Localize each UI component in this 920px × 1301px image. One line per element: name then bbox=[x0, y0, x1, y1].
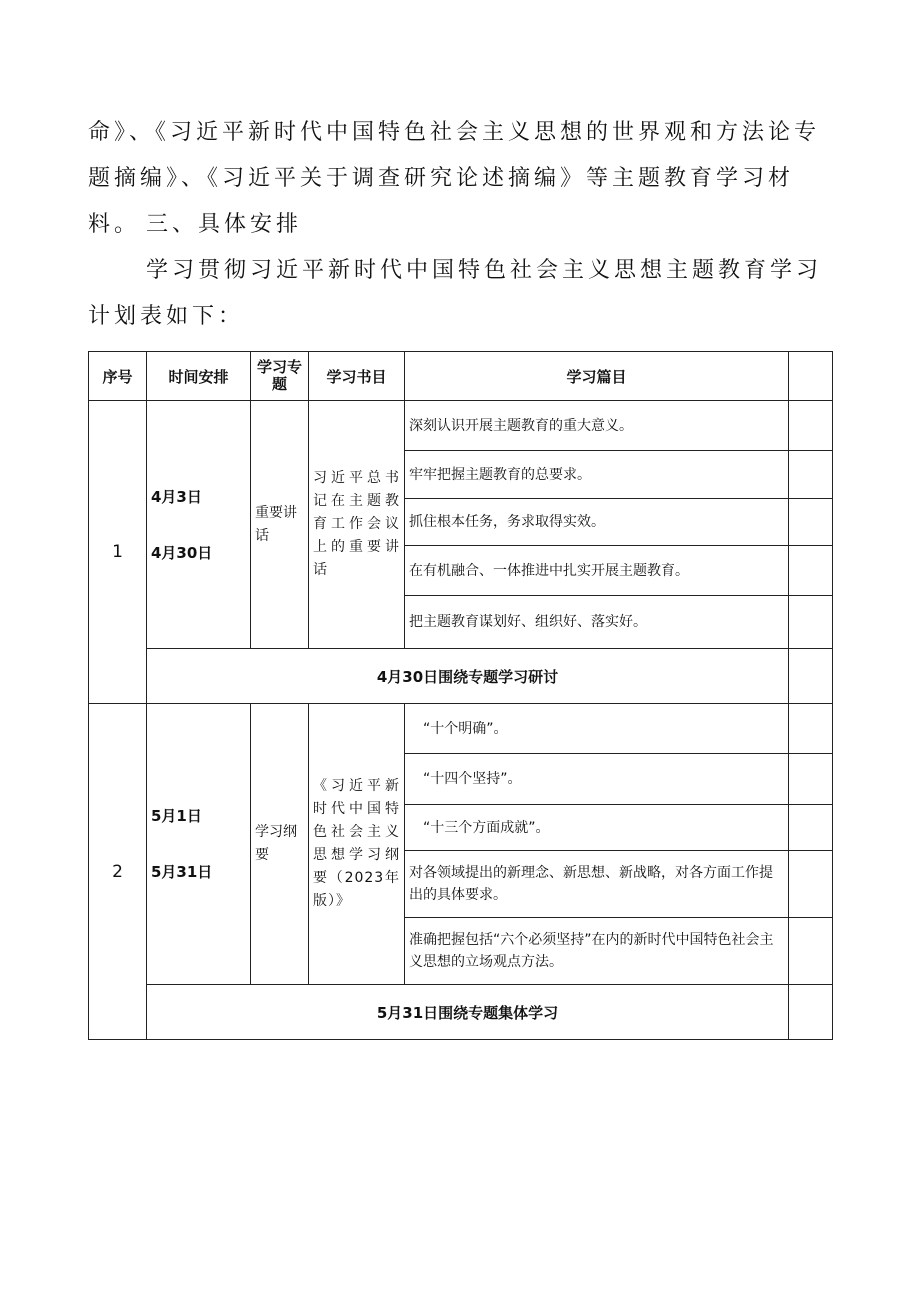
table-summary-row bbox=[89, 649, 833, 704]
article-cell: 对各领域提出的新理念、新思想、新战略，对各方面工作提出的具体要求。 bbox=[405, 851, 789, 918]
blank-cell bbox=[789, 596, 833, 649]
table-row bbox=[89, 401, 833, 451]
section-heading: 三、具体安排 bbox=[146, 212, 303, 237]
article-cell: “十个明确”。 bbox=[405, 704, 789, 754]
time-start: 5月1日 bbox=[151, 807, 202, 825]
header-articles: 学习篇目 bbox=[405, 352, 789, 401]
header-topic: 学习专题 bbox=[251, 352, 309, 401]
article-cell: 准确把握包括“六个必须坚持”在内的新时代中国特色社会主义思想的立场观点方法。 bbox=[405, 918, 789, 985]
blank-cell bbox=[789, 649, 833, 704]
article-cell: 把主题教育谋划好、组织好、落实好。 bbox=[405, 596, 789, 649]
book-cell: 习近平总书记在主题教育工作会议上的重要讲话 bbox=[309, 401, 405, 649]
book-cell: 《习近平新时代中国特色社会主义思想学习纲要（2023年版）》 bbox=[309, 704, 405, 985]
blank-cell bbox=[789, 918, 833, 985]
time-start: 4月3日 bbox=[151, 487, 202, 506]
article-cell: “十三个方面成就”。 bbox=[405, 805, 789, 851]
intro-paragraph-continued: 命》、《习近平新时代中国特色社会主义思想的世界观和方法论专题摘编》、《习近平关于调查研究论述摘编》等主题教育学习材料。 bbox=[88, 120, 821, 237]
blank-cell bbox=[789, 704, 833, 754]
header-seq: 序号 bbox=[89, 352, 147, 401]
article-cell: 抓住根本任务，务求取得实效。 bbox=[405, 499, 789, 546]
article-cell: 在有机融合、一体推进中扎实开展主题教育。 bbox=[405, 546, 789, 596]
article-cell: 牢牢把握主题教育的总要求。 bbox=[405, 451, 789, 499]
topic-cell: 重要讲话 bbox=[251, 401, 309, 649]
blank-cell bbox=[789, 546, 833, 596]
blank-cell bbox=[789, 754, 833, 805]
time-cell bbox=[147, 704, 251, 985]
article-cell: “十四个坚持”。 bbox=[405, 754, 789, 805]
blank-cell bbox=[789, 805, 833, 851]
header-book: 学习书目 bbox=[309, 352, 405, 401]
study-plan-table bbox=[88, 351, 833, 1040]
blank-cell bbox=[789, 851, 833, 918]
topic-cell: 学习纲要 bbox=[251, 704, 309, 985]
summary-cell: 4月30日围绕专题学习研讨 bbox=[147, 649, 789, 704]
seq-cell: 2 bbox=[89, 704, 147, 1040]
summary-cell: 5月31日围绕专题集体学习 bbox=[147, 985, 789, 1040]
table-header-row bbox=[89, 352, 833, 401]
header-blank bbox=[789, 352, 833, 401]
blank-cell bbox=[789, 401, 833, 451]
time-end: 4月30日 bbox=[151, 543, 213, 562]
seq-cell: 1 bbox=[89, 401, 147, 704]
time-end: 5月31日 bbox=[151, 863, 213, 881]
table-summary-row bbox=[89, 985, 833, 1040]
article-cell: 深刻认识开展主题教育的重大意义。 bbox=[405, 401, 789, 451]
table-row bbox=[89, 704, 833, 754]
blank-cell bbox=[789, 985, 833, 1040]
blank-cell bbox=[789, 499, 833, 546]
time-cell bbox=[147, 401, 251, 649]
blank-cell bbox=[789, 451, 833, 499]
intro-paragraph-plan: 学习贯彻习近平新时代中国特色社会主义思想主题教育学习计划表如下： bbox=[88, 258, 823, 329]
header-time: 时间安排 bbox=[147, 352, 251, 401]
